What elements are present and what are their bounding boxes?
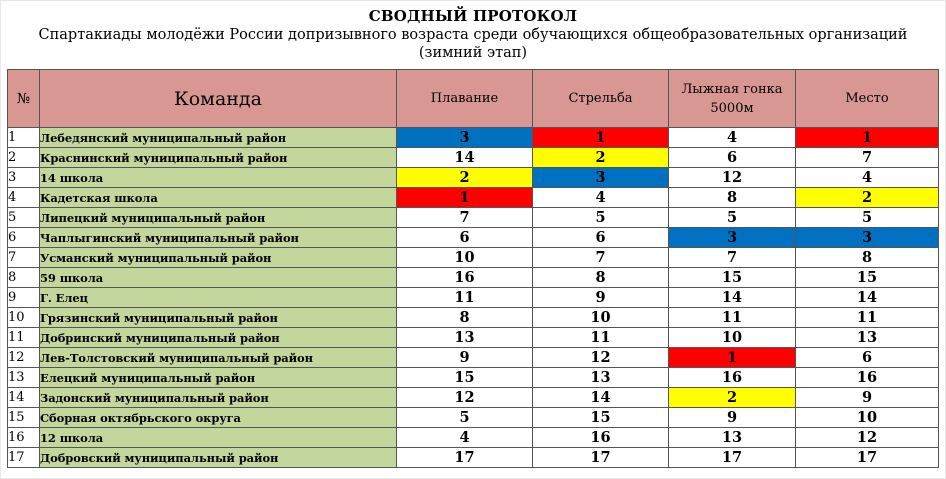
shooting-result: 8 xyxy=(533,268,669,288)
protocol-title: СВОДНЫЙ ПРОТОКОЛ xyxy=(368,7,578,25)
table-row xyxy=(8,268,939,288)
ski-race-result: 14 xyxy=(669,288,796,308)
row-number: 9 xyxy=(8,288,40,308)
final-place: 9 xyxy=(796,388,939,408)
final-place: 10 xyxy=(796,408,939,428)
final-place: 5 xyxy=(796,208,939,228)
final-place: 8 xyxy=(796,248,939,268)
team-name: Грязинский муниципальный район xyxy=(40,308,397,328)
final-place: 6 xyxy=(796,348,939,368)
final-place: 13 xyxy=(796,328,939,348)
team-name: Чаплыгинский муниципальный район xyxy=(40,228,397,248)
shooting-result: 15 xyxy=(533,408,669,428)
table-row xyxy=(8,128,939,148)
swimming-result: 6 xyxy=(397,228,533,248)
shooting-result: 9 xyxy=(533,288,669,308)
header-place: Место xyxy=(796,70,939,128)
ski-race-result: 17 xyxy=(669,448,796,468)
row-number: 4 xyxy=(8,188,40,208)
team-name: Сборная октябрьского округа xyxy=(40,408,397,428)
ski-race-result: 4 xyxy=(669,128,796,148)
shooting-result: 6 xyxy=(533,228,669,248)
row-number: 2 xyxy=(8,148,40,168)
shooting-result: 2 xyxy=(533,148,669,168)
final-place: 16 xyxy=(796,368,939,388)
ski-race-result: 6 xyxy=(669,148,796,168)
swimming-result: 8 xyxy=(397,308,533,328)
ski-race-result: 16 xyxy=(669,368,796,388)
ski-race-result: 10 xyxy=(669,328,796,348)
ski-race-result: 3 xyxy=(669,228,796,248)
table-row xyxy=(8,388,939,408)
swimming-result: 14 xyxy=(397,148,533,168)
shooting-result: 11 xyxy=(533,328,669,348)
row-number: 13 xyxy=(8,368,40,388)
swimming-result: 17 xyxy=(397,448,533,468)
table-row xyxy=(8,148,939,168)
team-name: 14 школа xyxy=(40,168,397,188)
team-name: 59 школа xyxy=(40,268,397,288)
final-place: 12 xyxy=(796,428,939,448)
swimming-result: 12 xyxy=(397,388,533,408)
row-number: 7 xyxy=(8,248,40,268)
shooting-result: 13 xyxy=(533,368,669,388)
row-number: 15 xyxy=(8,408,40,428)
shooting-result: 16 xyxy=(533,428,669,448)
ski-race-result: 11 xyxy=(669,308,796,328)
row-number: 11 xyxy=(8,328,40,348)
final-place: 15 xyxy=(796,268,939,288)
table-row xyxy=(8,228,939,248)
swimming-result: 2 xyxy=(397,168,533,188)
shooting-result: 7 xyxy=(533,248,669,268)
shooting-result: 10 xyxy=(533,308,669,328)
results-table xyxy=(7,69,939,468)
shooting-result: 12 xyxy=(533,348,669,368)
team-name: Добринский муниципальный район xyxy=(40,328,397,348)
protocol-stage: (зимний этап) xyxy=(418,45,528,61)
team-name: Задонский муниципальный район xyxy=(40,388,397,408)
row-number: 17 xyxy=(8,448,40,468)
table-row xyxy=(8,308,939,328)
header-team: Команда xyxy=(40,70,397,128)
team-name: 12 школа xyxy=(40,428,397,448)
table-row xyxy=(8,328,939,348)
swimming-result: 13 xyxy=(397,328,533,348)
header-swimming: Плавание xyxy=(397,70,533,128)
row-number: 6 xyxy=(8,228,40,248)
swimming-result: 3 xyxy=(397,128,533,148)
row-number: 12 xyxy=(8,348,40,368)
ski-race-result: 7 xyxy=(669,248,796,268)
table-row xyxy=(8,348,939,368)
final-place: 7 xyxy=(796,148,939,168)
ski-race-result: 13 xyxy=(669,428,796,448)
swimming-result: 5 xyxy=(397,408,533,428)
table-row xyxy=(8,248,939,268)
final-place: 11 xyxy=(796,308,939,328)
final-place: 3 xyxy=(796,228,939,248)
row-number: 8 xyxy=(8,268,40,288)
swimming-result: 11 xyxy=(397,288,533,308)
table-header-row xyxy=(8,70,939,128)
table-row xyxy=(8,188,939,208)
ski-race-result: 12 xyxy=(669,168,796,188)
row-number: 14 xyxy=(8,388,40,408)
team-name: Усманский муниципальный район xyxy=(40,248,397,268)
row-number: 1 xyxy=(8,128,40,148)
ski-race-result: 2 xyxy=(669,388,796,408)
swimming-result: 4 xyxy=(397,428,533,448)
ski-race-result: 5 xyxy=(669,208,796,228)
ski-race-result: 8 xyxy=(669,188,796,208)
row-number: 3 xyxy=(8,168,40,188)
row-number: 16 xyxy=(8,428,40,448)
team-name: Г. Елец xyxy=(40,288,397,308)
shooting-result: 17 xyxy=(533,448,669,468)
table-row xyxy=(8,408,939,428)
final-place: 4 xyxy=(796,168,939,188)
shooting-result: 14 xyxy=(533,388,669,408)
team-name: Добровский муниципальный район xyxy=(40,448,397,468)
swimming-result: 1 xyxy=(397,188,533,208)
table-row xyxy=(8,428,939,448)
header-number: № xyxy=(8,70,40,128)
team-name: Кадетская школа xyxy=(40,188,397,208)
team-name: Елецкий муниципальный район xyxy=(40,368,397,388)
header-ski-race: Лыжная гонка 5000м xyxy=(669,70,796,128)
final-place: 2 xyxy=(796,188,939,208)
header-shooting: Стрельба xyxy=(533,70,669,128)
swimming-result: 16 xyxy=(397,268,533,288)
table-row xyxy=(8,168,939,188)
table-row xyxy=(8,288,939,308)
table-row xyxy=(8,448,939,468)
team-name: Лебедянский муниципальный район xyxy=(40,128,397,148)
swimming-result: 15 xyxy=(397,368,533,388)
row-number: 5 xyxy=(8,208,40,228)
swimming-result: 7 xyxy=(397,208,533,228)
row-number: 10 xyxy=(8,308,40,328)
final-place: 14 xyxy=(796,288,939,308)
swimming-result: 9 xyxy=(397,348,533,368)
team-name: Липецкий муниципальный район xyxy=(40,208,397,228)
shooting-result: 4 xyxy=(533,188,669,208)
swimming-result: 10 xyxy=(397,248,533,268)
protocol-subtitle: Спартакиады молодёжи России допризывного возраста среди обучающихся общеобразовательных организаций xyxy=(38,27,908,43)
shooting-result: 5 xyxy=(533,208,669,228)
shooting-result: 1 xyxy=(533,128,669,148)
table-row xyxy=(8,208,939,228)
shooting-result: 3 xyxy=(533,168,669,188)
team-name: Краснинский муниципальный район xyxy=(40,148,397,168)
team-name: Лев-Толстовский муниципальный район xyxy=(40,348,397,368)
final-place: 1 xyxy=(796,128,939,148)
final-place: 17 xyxy=(796,448,939,468)
ski-race-result: 9 xyxy=(669,408,796,428)
ski-race-result: 15 xyxy=(669,268,796,288)
ski-race-result: 1 xyxy=(669,348,796,368)
table-row xyxy=(8,368,939,388)
